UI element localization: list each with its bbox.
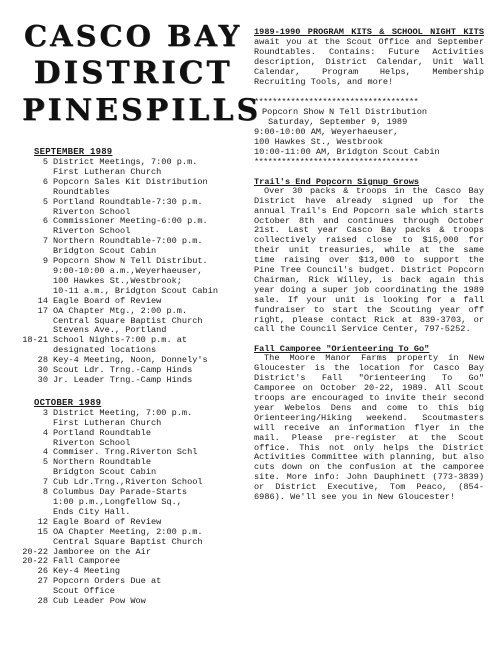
show-tell-line-2: 100 Hawkes St., Westbrook <box>254 137 383 148</box>
calendar-day: 14 <box>37 295 48 306</box>
calendar-description <box>53 237 244 257</box>
calendar-day: 5 <box>42 157 48 167</box>
calendar-line: Commiser. Trng.Riverton Schl <box>53 447 198 458</box>
september-calendar <box>22 158 244 386</box>
masthead-line-1: CASCO BAY <box>23 19 243 53</box>
october-calendar <box>22 409 244 607</box>
calendar-entry <box>22 409 244 429</box>
calendar-line: Eagle Board of Review <box>53 295 162 306</box>
calendar-line: Cub Leader Pow Wow <box>53 596 146 607</box>
calendar-line: Riverton School <box>53 226 131 237</box>
calendar-line: designated locations <box>53 345 157 356</box>
program-kits-title: 1989-1990 PROGRAM KITS & SCHOOL NIGHT KITS <box>254 27 484 37</box>
calendar-description <box>53 409 244 429</box>
september-heading: SEPTEMBER 1989 <box>34 147 113 157</box>
calendar-line: Northern Roundtable <box>53 457 151 468</box>
calendar-description <box>53 488 244 518</box>
calendar-description <box>53 336 244 356</box>
calendar-line: Roundtables <box>53 186 110 197</box>
calendar-description <box>53 577 244 597</box>
calendar-entry <box>22 198 244 218</box>
calendar-line: District Meeting, 7:00 p.m. <box>53 407 193 418</box>
calendar-line: Popcorn Sales Kit Distribution <box>53 176 208 187</box>
calendar-line: Commissioner Meeting-6:00 p.m. <box>53 216 208 227</box>
calendar-description <box>53 178 244 198</box>
masthead-line-2: DISTRICT <box>33 55 233 91</box>
show-tell-date: Saturday, September 9, 1989 <box>268 117 408 128</box>
calendar-description <box>53 217 244 237</box>
calendar-day: 4 <box>42 427 48 438</box>
calendar-entry <box>22 376 244 386</box>
calendar-description <box>53 429 244 449</box>
calendar-line: Key-4 Meeting, Noon, Donnely's <box>53 355 208 366</box>
calendar-description <box>53 458 244 478</box>
right-column <box>254 28 484 503</box>
calendar-line: Eagle Board of Review <box>53 516 162 527</box>
masthead-line-3: PINESPILLS <box>22 93 261 128</box>
masthead <box>22 18 261 129</box>
trails-end-body: Over 30 packs & troops in the Casco Bay District have already signed up for the annual Trail's End Popcorn sale which starts October 8th and continues through October 21st. Last year Casco Bay packs & troops collectively raised close to $15,000 for their unit treasuries, while at the same time raising over $13,000 to support the Pine Tree Council's budget. District Popcorn Chairman, Rick Willey, is back again this year doing a super job coordinating the 1989 sale. If your unit is looking for a fall fundraiser to start the Scouting year off right, please contact Rick at 839-3703, or call the Council Service Center, 797-5252. <box>254 185 484 335</box>
calendar-line: Stevens Ave., Portland <box>53 325 167 336</box>
calendar-entry <box>22 158 244 178</box>
calendar-entry <box>22 488 244 518</box>
calendar-line: OA Chapter Mtg., 2:00 p.m. <box>53 305 188 316</box>
calendar-line: Popcorn Orders Due at <box>53 576 162 587</box>
calendar-entry <box>22 597 244 607</box>
calendar-entry <box>22 178 244 198</box>
calendar-line: Scout Ldr. Trng.-Camp Hinds <box>53 365 193 376</box>
calendar-line: Scout Office <box>53 586 115 597</box>
calendar-day: 6 <box>42 176 48 187</box>
stars-divider-top: ************************************ <box>254 98 419 108</box>
calendar-day: 7 <box>42 477 48 488</box>
calendar-day: 3 <box>42 407 48 418</box>
calendar-line: 1:00 p.m.,Longfellow Sq., <box>53 497 182 507</box>
calendar-line: Central Square Baptist Church <box>53 536 203 547</box>
show-tell-title: Popcorn Show N Tell Distribution <box>262 107 428 118</box>
calendar-line: Jr. Leader Trng.-Camp Hinds <box>53 374 193 385</box>
calendar-entry <box>22 237 244 257</box>
calendar-day: 26 <box>37 566 48 577</box>
calendar-day: 20-22 <box>22 556 48 567</box>
calendar-day: 5 <box>42 196 48 207</box>
calendar-description <box>53 257 244 297</box>
calendar-entry <box>22 336 244 356</box>
calendar-description <box>53 597 244 607</box>
calendar-description <box>53 158 244 178</box>
calendar-line: District Meetings, 7:00 p.m. <box>53 157 198 167</box>
calendar-entry <box>22 257 244 297</box>
calendar-line: 100 Hawkes St.,Westbrook; <box>53 275 182 286</box>
calendar-line: Northern Roundtable-7:00 p.m. <box>53 236 203 247</box>
stars-divider-bottom: ************************************ <box>254 157 419 167</box>
calendar-line: Cub Ldr.Trng.,Riverton School <box>53 477 203 488</box>
october-heading: OCTOBER 1989 <box>34 397 102 408</box>
calendar-day: 18-21 <box>22 335 48 346</box>
calendar-line: Key-4 Meeting <box>53 566 121 577</box>
calendar-line: Ends City Hall. <box>53 506 131 517</box>
camporee-body: The Moore Manor Farms property in New Gloucester is the location for Casco Bay District's Fall "Orienteering To Go" Camporee on October 20-22, 1989. All Scout troops are encouraged to invite their second year Webelos Dens and come to this big Orienteering/Hiking weekend. Scoutmasters will receive an information flyer in the mail. Please pre-register at the Scout office. This not only helps the District Activities Committee with planning, but also cuts down on the confusion at the camporee site. More info: John Dauphinett (773-3839) or District Executive, Tom Peaco, (854-6986). We'll see you in New Gloucester! <box>254 353 484 503</box>
show-tell-line-1: 9:00-10:00 AM, Weyerhaeuser, <box>254 127 399 138</box>
calendar-day: 20-22 <box>22 546 48 557</box>
calendar-line: Bridgton Scout Cabin <box>53 467 157 478</box>
camporee-title: Fall Camporee "Orienteering To Go" <box>254 344 430 355</box>
calendar-line: First Lutheran Church <box>53 417 162 428</box>
calendar-day: 30 <box>37 365 48 376</box>
calendar-day: 7 <box>42 236 48 247</box>
calendar-line: Portland Roundtable <box>53 427 151 438</box>
program-kits-article <box>254 28 484 87</box>
calendar-line: Central Square Baptist Church <box>53 315 203 326</box>
calendar-line: First Lutheran Church <box>53 166 162 177</box>
left-column <box>22 18 261 607</box>
calendar-day: 12 <box>37 516 48 527</box>
calendar-line: Popcorn Show N Tell Distribut. <box>53 256 208 267</box>
calendar-day: 5 <box>42 457 48 468</box>
calendar-day: 17 <box>37 305 48 316</box>
calendar-description <box>53 198 244 218</box>
calendar-line: 9:00-10:00 a.m.,Weyerhaeuser, <box>53 265 203 276</box>
show-tell-box <box>254 98 484 167</box>
calendar-day: 9 <box>42 256 48 267</box>
calendar-line: Fall Camporee <box>53 556 121 567</box>
calendar-entry <box>22 217 244 237</box>
calendar-entry <box>22 458 244 478</box>
calendar-line: Bridgton Scout Cabin <box>53 246 157 257</box>
program-kits-body: await you at the Scout Office and September Roundtables. Contains: Future Activities description, District Calendar, Unit Wall Calendar, Program Helps, Membership Recruiting Tools, and more! <box>254 36 484 87</box>
calendar-line: Riverton School <box>53 206 131 217</box>
calendar-day: 8 <box>42 487 48 498</box>
calendar-line: Columbus Day Parade-Starts <box>53 487 188 498</box>
calendar-day: 30 <box>37 374 48 385</box>
calendar-line: Portland Roundtable-7:30 p.m. <box>53 196 203 207</box>
calendar-day: 6 <box>42 216 48 227</box>
calendar-line: 10-11 a.m., Bridgton Scout Cabin <box>53 285 219 296</box>
calendar-line: Jamboree on the Air <box>53 546 151 557</box>
calendar-day: 15 <box>37 526 48 537</box>
calendar-description <box>53 376 244 386</box>
calendar-day: 27 <box>37 576 48 587</box>
calendar-entry <box>22 528 244 548</box>
show-tell-line-3: 10:00-11:00 AM, Bridgton Scout Cabin <box>254 146 440 157</box>
calendar-description <box>53 528 244 548</box>
calendar-entry <box>22 307 244 337</box>
trails-end-title: Trail's End Popcorn Signup Grows <box>254 176 420 187</box>
calendar-line: Riverton School <box>53 437 131 448</box>
calendar-day: 28 <box>37 596 48 607</box>
calendar-day: 4 <box>42 447 48 458</box>
calendar-description <box>53 307 244 337</box>
calendar-line: School Nights-7:00 p.m. at <box>53 335 188 346</box>
calendar-day: 28 <box>37 355 48 366</box>
calendar-entry <box>22 429 244 449</box>
calendar-entry <box>22 577 244 597</box>
calendar-line: OA Chapter Meeting, 2:00 p.m. <box>53 526 203 537</box>
